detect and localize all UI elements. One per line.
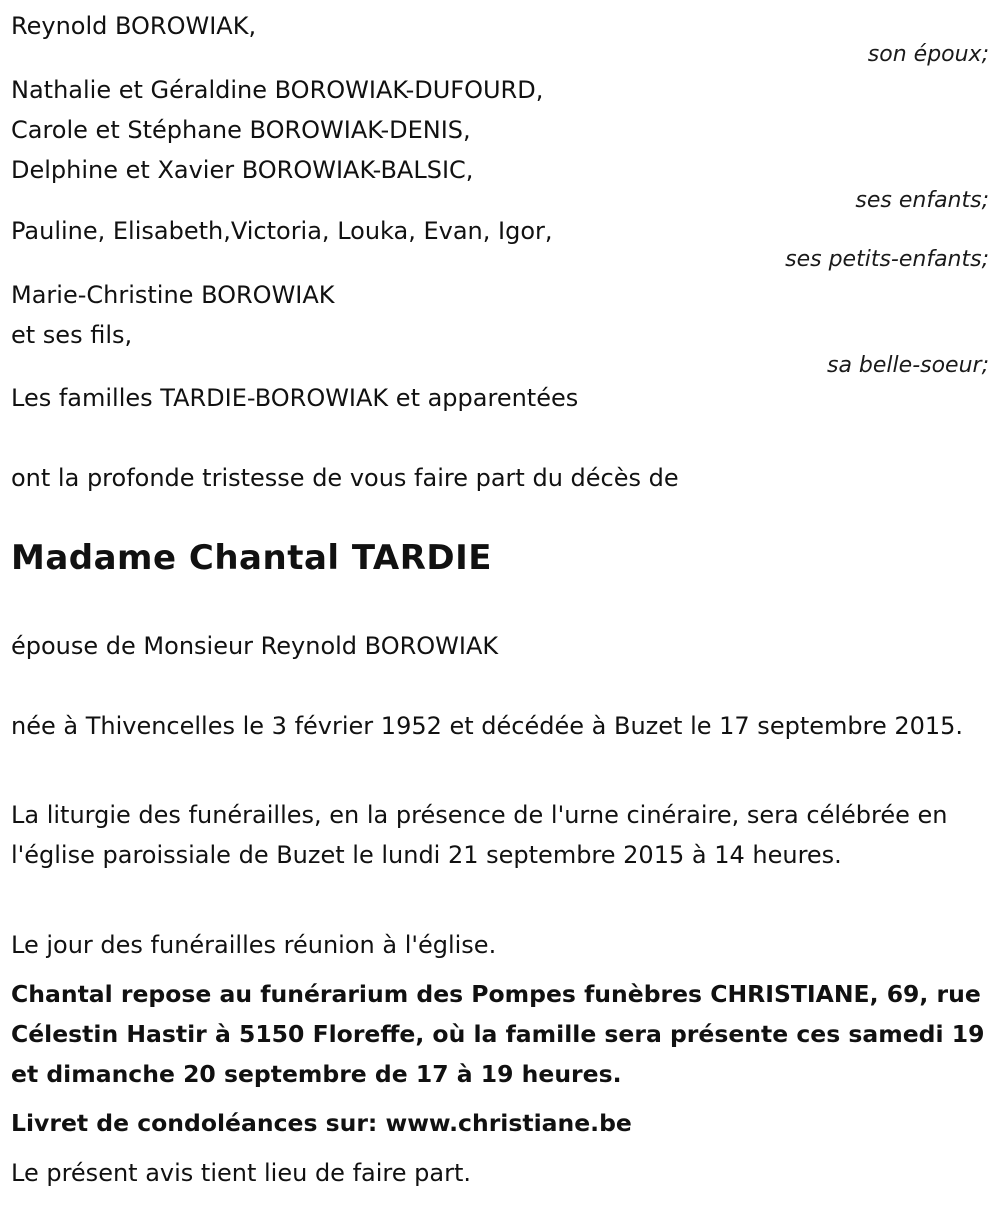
child-line-3: Delphine et Xavier BOROWIAK-BALSIC, <box>11 156 474 184</box>
grandchildren-block <box>11 211 989 275</box>
grandchildren-role: ses petits-enfants; <box>785 247 989 272</box>
spouse-of-line: épouse de Monsieur Reynold BOROWIAK <box>11 632 499 660</box>
meeting-paragraph: Le jour des funérailles réunion à l'église. <box>11 931 497 959</box>
sister-in-law-sons: et ses fils, <box>11 321 133 349</box>
families-line: Les familles TARDIE-BOROWIAK et apparentées <box>11 384 579 412</box>
birth-death-paragraph: née à Thivencelles le 3 février 1952 et décédée à Buzet le 17 septembre 2015. <box>11 712 964 740</box>
announcement-line: ont la profonde tristesse de vous faire part du décès de <box>11 464 679 492</box>
liturgy-paragraph: La liturgie des funérailles, en la présence de l'urne cinéraire, sera célébrée en l'église paroissiale de Buzet le lundi 21 septembre 2015 à 14 heures. <box>11 801 948 869</box>
spouse-role: son époux; <box>867 42 989 67</box>
sister-in-law-role: sa belle-soeur; <box>827 353 989 378</box>
children-role: ses enfants; <box>855 188 989 213</box>
funerarium-paragraph: Chantal repose au funérarium des Pompes funèbres CHRISTIANE, 69, rue Célestin Hastir à 5150 Floreffe, où la famille sera présente ces samedi 19 et dimanche 20 septembre de 17 à 19 heures. <box>11 980 985 1088</box>
deceased-name: Madame Chantal TARDIE <box>11 538 493 578</box>
child-line-2: Carole et Stéphane BOROWIAK-DENIS, <box>11 116 471 144</box>
spouse-name: Reynold BOROWIAK, <box>11 12 257 40</box>
grandchildren-names: Pauline, Elisabeth,Victoria, Louka, Evan, Igor, <box>11 217 553 245</box>
notice-line: Le présent avis tient lieu de faire part. <box>11 1159 471 1187</box>
children-block <box>11 70 989 216</box>
spouse-block <box>11 6 989 70</box>
sister-in-law-name: Marie-Christine BOROWIAK <box>11 281 335 309</box>
sister-in-law-block <box>11 275 989 381</box>
condolences-line: Livret de condoléances sur: www.christiane.be <box>11 1109 632 1137</box>
child-line-1: Nathalie et Géraldine BOROWIAK-DUFOURD, <box>11 76 544 104</box>
